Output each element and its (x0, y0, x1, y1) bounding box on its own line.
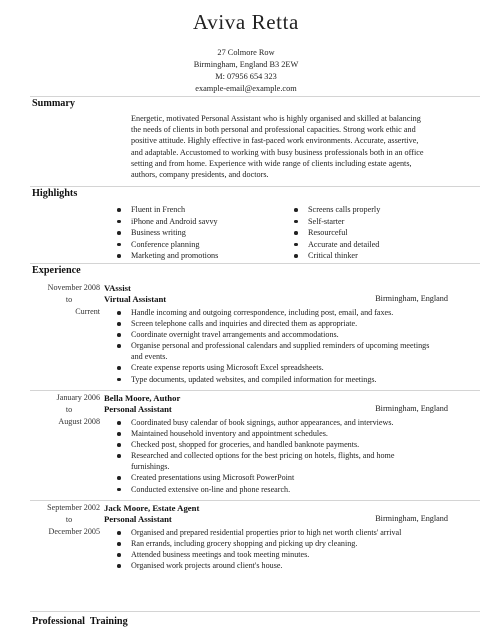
job-employer: Bella Moore, Author (104, 393, 181, 403)
job-title: Personal Assistant (104, 514, 172, 524)
bullet-icon (117, 476, 121, 480)
list-item: Ran errands, including grocery shopping and picking up dry cleaning. (131, 538, 431, 549)
bullet-icon (294, 220, 298, 224)
job-divider (30, 390, 480, 391)
list-item: Fluent in French (131, 204, 218, 216)
bullet-icon (117, 443, 121, 447)
list-item: Checked post, shopped for groceries, and handled banknote payments. (131, 439, 431, 450)
list-item: Type documents, updated websites, and compiled information for meetings. (131, 374, 431, 385)
bullet-icon (117, 322, 121, 326)
bullet-icon (117, 366, 121, 370)
experience-divider (30, 263, 480, 264)
resume-name: Aviva Retta (193, 10, 299, 34)
list-item: Researched and collected options for the best pricing on hotels, flights, and home furnishings. (131, 450, 431, 472)
job-duties-list (131, 527, 431, 571)
list-item: Resourceful (308, 227, 380, 239)
list-item: Conducted extensive on-line and phone research. (131, 484, 431, 495)
email-address: example-email@example.com (195, 84, 297, 93)
bullet-icon (117, 208, 121, 212)
list-item: Critical thinker (308, 250, 380, 262)
highlights-left-list (131, 204, 218, 262)
bullet-icon (294, 231, 298, 235)
job-divider (30, 500, 480, 501)
job-employer: VAssist (104, 283, 131, 293)
job-duties-list (131, 307, 431, 385)
bullet-icon (294, 208, 298, 212)
list-item: Accurate and detailed (308, 239, 380, 251)
bullet-icon (117, 220, 121, 224)
job-location: Birmingham, England (375, 294, 448, 303)
list-item: Coordinate overnight travel arrangements and accommodations. (131, 329, 431, 340)
bullet-icon (117, 344, 121, 348)
job-start-date: January 2006 (56, 393, 100, 402)
bullet-icon (117, 311, 121, 315)
bullet-icon (117, 231, 121, 235)
list-item: iPhone and Android savvy (131, 216, 218, 228)
bullet-icon (117, 488, 121, 492)
list-item: Conference planning (131, 239, 218, 251)
list-item: Screens calls properly (308, 204, 380, 216)
training-heading: Professional Training (32, 616, 128, 627)
summary-heading: Summary (32, 98, 76, 109)
highlights-divider (30, 186, 480, 187)
list-item: Organise personal and professional calendars and supplied reminders of upcoming meetings and events. (131, 340, 431, 362)
bullet-icon (117, 531, 121, 535)
bullet-icon (117, 421, 121, 425)
training-divider (30, 611, 480, 612)
bullet-icon (117, 432, 121, 436)
bullet-icon (117, 553, 121, 557)
job-date-separator: to (65, 405, 73, 414)
job-end-date: December 2005 (48, 527, 100, 536)
list-item: Business writing (131, 227, 218, 239)
experience-heading: Experience (32, 265, 81, 276)
job-location: Birmingham, England (375, 514, 448, 523)
list-item: Handle incoming and outgoing correspondence, including post, email, and faxes. (131, 307, 431, 318)
bullet-icon (117, 454, 121, 458)
address-line-1: 27 Colmore Row (217, 48, 275, 57)
phone-number: M: 07956 654 323 (215, 72, 277, 81)
list-item: Created presentations using Microsoft PowerPoint (131, 472, 431, 483)
list-item: Maintained household inventory and appointment schedules. (131, 428, 431, 439)
bullet-icon (117, 564, 121, 568)
job-location: Birmingham, England (375, 404, 448, 413)
job-title: Virtual Assistant (104, 294, 167, 304)
highlights-heading: Highlights (32, 188, 78, 199)
bullet-icon (117, 378, 121, 382)
job-employer: Jack Moore, Estate Agent (104, 503, 200, 513)
job-date-separator: to (65, 515, 73, 524)
job-date-separator: to (65, 295, 73, 304)
job-end-date: August 2008 (58, 417, 100, 426)
list-item: Create expense reports using Microsoft Excel spreadsheets. (131, 362, 431, 373)
job-end-date: Current (75, 307, 100, 316)
bullet-icon (117, 333, 121, 337)
list-item: Attended business meetings and took meeting minutes. (131, 549, 431, 560)
list-item: Organised and prepared residential properties prior to high net worth clients' arrival (131, 527, 431, 538)
list-item: Marketing and promotions (131, 250, 218, 262)
highlights-right-list (308, 204, 380, 262)
list-item: Screen telephone calls and inquiries and directed them as appropriate. (131, 318, 431, 329)
job-title: Personal Assistant (104, 404, 172, 414)
list-item: Self-starter (308, 216, 380, 228)
summary-text: Energetic, motivated Personal Assistant who is highly organised and skilled at balancing the needs of clients in both personal and professional capacities. Strong work ethic and positive attitude. Highly effective in fast-paced work environments. Accurate, assertive, and adaptable. Accustomed to working with busy business professionals both in an office setting and from home. Experience with wide range of clients including estate agents, authors, company presidents, and doctors. (131, 114, 424, 180)
job-start-date: September 2002 (47, 503, 100, 512)
bullet-icon (117, 243, 121, 247)
list-item: Coordinated busy calendar of book signings, author appearances, and interviews. (131, 417, 431, 428)
address-line-2: Birmingham, England B3 2EW (193, 60, 299, 69)
bullet-icon (117, 542, 121, 546)
bullet-icon (294, 254, 298, 258)
job-duties-list (131, 417, 431, 495)
bullet-icon (294, 243, 298, 247)
list-item: Organised work projects around client's house. (131, 560, 431, 571)
job-start-date: November 2008 (47, 283, 100, 292)
summary-divider (30, 96, 480, 97)
bullet-icon (117, 254, 121, 258)
